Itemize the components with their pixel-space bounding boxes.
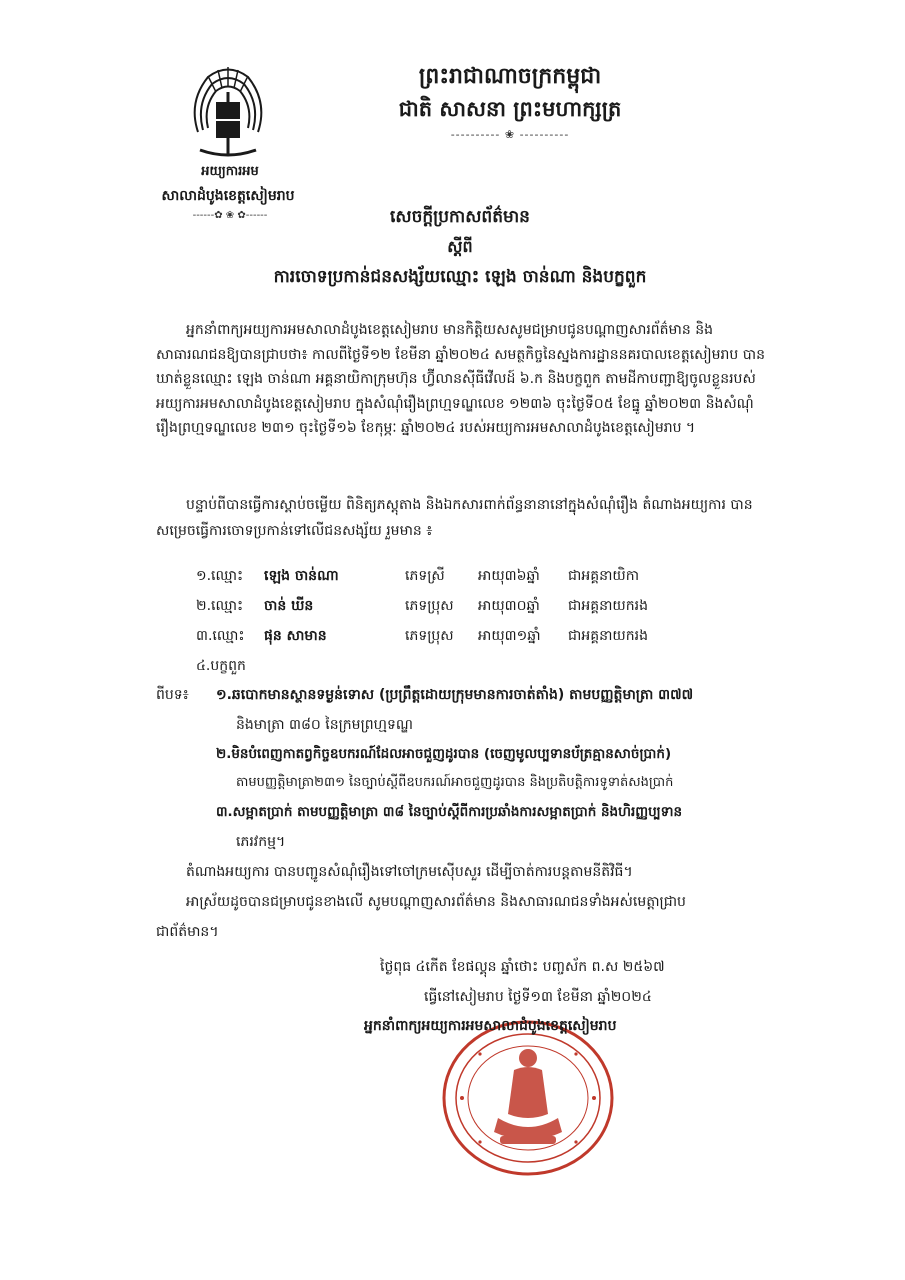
charge-2-line-2: តាមបញ្ញត្តិមាត្រា២៣១ នៃច្បាប់ស្តីពីឧបករណ៍អាចជួញដូរបាន និងប្រតិបត្តិការទូទាត់សងប្រាក់ bbox=[236, 775, 674, 790]
organization-court: សាលាដំបូងខេត្តសៀមរាប bbox=[161, 188, 295, 204]
organization-name: អយ្យការអម bbox=[201, 164, 259, 179]
paragraph-4-line-2: ជាព័ត៌មាន។ bbox=[156, 924, 219, 940]
document-page: ព្រះរាជាណាចក្រកម្ពុជា ជាតិ សាសនា ព្រះមហាក្សត្រ ---------- ❀ ---------- អយ្យការអម សាលាដំបូងខេត្តសៀមរាប ------✿ ❀ ✿------ សេចក្តីប្រកាសព័ត៌មាន ស្តីពី ការចោទប្រកាន់ជនសង្ស័យឈ្មោះ ឡេង ចាន់ណា និងបក្ខពួក អ្នកនាំពាក្យអយ្យការអមសាលាដំបូងខេត្តសៀមរាប មានកិត្តិយសសូមជម្រាបជូនបណ្តាញសារព័ត៌មាន និងសាធារណជនឱ្យបានជ្រាបថា៖ កាលពីថ្ងៃទី១២ ខែមីនា ឆ្នាំ២០២៤ សមត្ថកិច្ចនៃស្នងការដ្ឋាននគរបាលខេត្តសៀមរាប បានឃាត់ខ្លួនឈ្មោះ ឡេង ចាន់ណា អគ្គនាយិកាក្រុមហ៊ុន ហ្វ៊ីលានស៊ីធីវើលដ៍ ៦.ក និងបក្ខពួក តាមដីកាបញ្ជាឱ្យចូលខ្លួនរបស់អយ្យការអមសាលាដំបូងខេត្តសៀមរាប ក្នុងសំណុំរឿងព្រហ្មទណ្ឌលេខ ១២៣៦ ចុះថ្ងៃទី០៥ ខែធ្នូ ឆ្នាំ២០២៣ និងសំណុំរឿងព្រហ្មទណ្ឌលេខ ២៣១ ចុះថ្ងៃទី១៦ ខែកុម្ភៈ ឆ្នាំ២០២៤ របស់អយ្យការអមសាលាដំបូងខេត្តសៀមរាប ។ បន្ទាប់ពីបានធ្វើការស្តាប់ចម្លើយ ពិនិត្យភស្តុតាង និងឯកសារពាក់ព័ន្ធនានានៅក្នុងសំណុំរឿង តំណាងអយ្យការ បានសម្រេចធ្វើការចោទប្រកាន់ទៅលើជនសង្ស័យ រួមមាន ៖ ១.ឈ្មោះ ឡេង ចាន់ណា ភេទស្រី អាយុ៣៦ឆ្នាំ ជាអគ្គនាយិកា ២.ឈ្មោះ ចាន់ ឃីន ភេទប្រុស អាយុ៣០ឆ្នាំ ជាអគ្គនាយករង ៣.ឈ្មោះ ផុន សាមាន ភេទប្រុស អាយុ៣១ឆ្នាំ ជាអគ្គនាយករង ៤.បក្ខពួក ពីបទ៖ ១.ឆបោកមានស្ថានទម្ងន់ទោស (ប្រព្រឹត្តដោយក្រុមមានការចាត់តាំង) តាមបញ្ញត្តិមាត្រា ៣៧៧ និងមាត្រា ៣៨០ នៃក្រមព្រហ្មទណ្ឌ ២.មិនបំពេញកាតព្វកិច្ចឧបករណ៍ដែលអាចជួញដូរបាន (ចេញមូលប្បទានប័ត្រគ្មានសាច់ប្រាក់) តាមបញ្ញត្តិមាត្រា២៣១ នៃច្បាប់ស្តីពីឧបករណ៍អាចជួញដូរបាន និងប្រតិបត្តិការទូទាត់សងប្រាក់ ៣.សម្អាតប្រាក់ តាមបញ្ញត្តិមាត្រា ៣៨ នៃច្បាប់ស្តីពីការប្រឆាំងការសម្អាតប្រាក់ និងហិរញ្ញប្បទាន ភេរវកម្ម។ តំណាងអយ្យការ បានបញ្ជូនសំណុំរឿងទៅចៅក្រមស៊ើបសួរ ដើម្បីចាត់ការបន្តតាមនីតិវិធី។ អាស្រ័យដូចបានជម្រាបជូនខាងលើ សូមបណ្តាញសារព័ត៌មាន និងសាធារណជនទាំងអស់មេត្តាជ្រាប ជាព័ត៌មាន។ ថ្ងៃពុធ ៤កើត ខែផល្គុន ឆ្នាំថោះ បញ្ចស័ក ព.ស ២៥៦៧ ធ្វើនៅសៀមរាប ថ្ងៃទី១៣ ខែមីនា ឆ្នាំ២០២៤ អ្នកនាំពាក្យអយ្យការអមសាលាដំបូងខេត្តសៀមរាប bbox=[0, 0, 905, 1280]
document-subject: ការចោទប្រកាន់ជនសង្ស័យឈ្មោះ ឡេង ចាន់ណា និងបក្ខពួក bbox=[273, 267, 647, 287]
lunar-date: ថ្ងៃពុធ ៤កើត ខែផល្គុន ឆ្នាំថោះ បញ្ចស័ក ព.ស ២៥៦៧ bbox=[380, 959, 665, 975]
ministry-emblem-icon bbox=[178, 62, 278, 162]
paragraph-4-line-1: អាស្រ័យដូចបានជម្រាបជូនខាងលើ សូមបណ្តាញសារព័ត៌មាន និងសាធារណជនទាំងអស់មេត្តាជ្រាប bbox=[186, 894, 686, 910]
organization-ornament: ------✿ ❀ ✿------ bbox=[192, 210, 268, 221]
paragraph-3: តំណាងអយ្យការ បានបញ្ជូនសំណុំរឿងទៅចៅក្រមស៊ើបសួរ ដើម្បីចាត់ការបន្តតាមនីតិវិធី។ bbox=[186, 864, 633, 880]
document-title: សេចក្តីប្រកាសព័ត៌មាន bbox=[390, 207, 530, 227]
signer-title: អ្នកនាំពាក្យអយ្យការអមសាលាដំបូងខេត្តសៀមរាប bbox=[364, 1018, 617, 1034]
paragraph-1: អ្នកនាំពាក្យអយ្យការអមសាលាដំបូងខេត្តសៀមរាប មានកិត្តិយសសូមជម្រាបជូនបណ្តាញសារព័ត៌មាន និងសាធារណជនឱ្យបានជ្រាបថា៖ កាលពីថ្ងៃទី១២ ខែមីនា ឆ្នាំ២០២៤ សមត្ថកិច្ចនៃស្នងការដ្ឋាននគរបាលខេត្តសៀមរាប បានឃាត់ខ្លួនឈ្មោះ ឡេង ចាន់ណា អគ្គនាយិកាក្រុមហ៊ុន ហ្វ៊ីលានស៊ីធីវើលដ៍ ៦.ក និងបក្ខពួក តាមដីកាបញ្ជាឱ្យចូលខ្លួនរបស់អយ្យការអមសាលាដំបូងខេត្តសៀមរាប ក្នុងសំណុំរឿងព្រហ្មទណ្ឌលេខ ១២៣៦ ចុះថ្ងៃទី០៥ ខែធ្នូ ឆ្នាំ២០២៣ និងសំណុំរឿងព្រហ្មទណ្ឌលេខ ២៣១ ចុះថ្ងៃទី១៦ ខែកុម្ភៈ ឆ្នាំ២០២៤ របស់អយ្យការអមសាលាដំបូងខេត្តសៀមរាប ។ bbox=[156, 322, 765, 436]
national-motto: ជាតិ សាសនា ព្រះមហាក្សត្រ bbox=[398, 97, 622, 121]
charges-label: ពីបទ៖ bbox=[156, 687, 189, 703]
document-about: ស្តីពី bbox=[447, 237, 473, 256]
charge-1-line-2: និងមាត្រា ៣៨០ នៃក្រមព្រហ្មទណ្ឌ bbox=[236, 717, 413, 733]
charge-3-line-1: ៣.សម្អាតប្រាក់ តាមបញ្ញត្តិមាត្រា ៣៨ នៃច្បាប់ស្តីពីការប្រឆាំងការសម្អាតប្រាក់ និងហិរញ្ញប្បទាន bbox=[216, 804, 683, 820]
official-seal-icon bbox=[440, 1018, 616, 1178]
place-and-date: ធ្វើនៅសៀមរាប ថ្ងៃទី១៣ ខែមីនា ឆ្នាំ២០២៤ bbox=[424, 989, 652, 1005]
motto-ornament: ---------- ❀ ---------- bbox=[450, 128, 570, 141]
charge-3-line-2: ភេរវកម្ម។ bbox=[236, 834, 286, 850]
kingdom-title: ព្រះរាជាណាចក្រកម្ពុជា bbox=[418, 64, 602, 89]
paragraph-2: បន្ទាប់ពីបានធ្វើការស្តាប់ចម្លើយ ពិនិត្យភស្តុតាង និងឯកសារពាក់ព័ន្ធនានានៅក្នុងសំណុំរឿង តំណាងអយ្យការ បានសម្រេចធ្វើការចោទប្រកាន់ទៅលើជនសង្ស័យ រួមមាន ៖ bbox=[156, 497, 753, 539]
charge-2-line-1: ២.មិនបំពេញកាតព្វកិច្ចឧបករណ៍ដែលអាចជួញដូរបាន (ចេញមូលប្បទានប័ត្រគ្មានសាច់ប្រាក់) bbox=[216, 746, 672, 762]
charge-1-line-1: ១.ឆបោកមានស្ថានទម្ងន់ទោស (ប្រព្រឹត្តដោយក្រុមមានការចាត់តាំង) តាមបញ្ញត្តិមាត្រា ៣៧៧ bbox=[216, 687, 694, 703]
